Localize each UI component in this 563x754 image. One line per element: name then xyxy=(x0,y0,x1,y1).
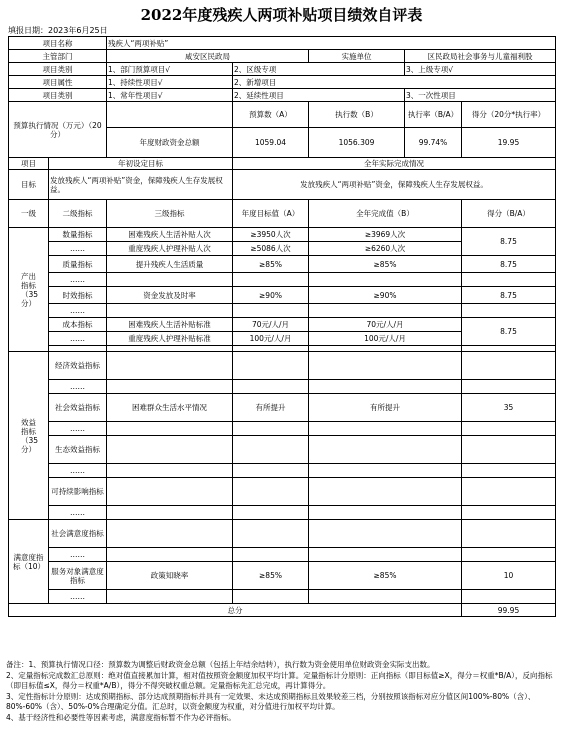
indicator-actual: ≥85% xyxy=(309,256,462,273)
ecology-indicator: 生态效益指标 xyxy=(49,436,107,464)
satisfaction-indicator-label: 满意度指标（10） xyxy=(9,520,49,604)
timeliness-indicator: 时效指标 xyxy=(49,287,107,304)
note-4: 4、基于经济性和必要性等因素考虑，满意度指标暂不作为必评指标。 xyxy=(6,713,236,722)
indicator-target: 70元/人/月 xyxy=(233,318,309,332)
indicator-target: ≥5086人次 xyxy=(233,242,309,256)
service-satisfaction-indicator: 服务对象满意度指标 xyxy=(49,562,107,590)
ellipsis: …… xyxy=(49,273,107,287)
indicator-target: ≥85% xyxy=(233,256,309,273)
category-option: 1、部门预算项目√ xyxy=(107,63,233,76)
total-label: 总分 xyxy=(9,604,462,617)
indicator-target: 有所提升 xyxy=(233,394,309,422)
unit-label: 实施单位 xyxy=(309,50,405,63)
unit-value: 区民政局社会事务与儿童福利股 xyxy=(405,50,556,63)
indicator-name: 困难群众生活水平情况 xyxy=(107,394,233,422)
indicator-name: 提升残疾人生活质量 xyxy=(107,256,233,273)
goal-actual: 发放残疾人“两项补贴”资金，保障残疾人生存发展权益。 xyxy=(233,170,556,200)
ellipsis: …… xyxy=(49,304,107,318)
output-indicator-label: 产出指标（35分） xyxy=(9,228,49,352)
type-option: 2、延续性项目 xyxy=(233,89,405,102)
indicator-score: 35 xyxy=(462,394,556,422)
quality-indicator: 质量指标 xyxy=(49,256,107,273)
note-2: 2、定量指标完成数汇总原则：绝对值直接累加计算，相对值按照资金额度加权平均计算。定量指标计分原则：正向指标（即目标值≥X，得分＝权重*B/A），反向指标（即目标值≤X，得分＝权重*A/B），得分不得突破权重总额。定量指标先汇总完成，再计算得分。 xyxy=(6,671,553,690)
indicator-actual: ≥90% xyxy=(309,287,462,304)
notes xyxy=(6,660,556,724)
total-score: 99.95 xyxy=(462,604,556,617)
indicator-actual: 70元/人/月 xyxy=(309,318,462,332)
social-satisfaction-indicator: 社会满意度指标 xyxy=(49,520,107,548)
budget-header: 预算数（A） xyxy=(233,102,309,128)
header-level2: 二级指标 xyxy=(49,200,107,228)
indicator-score: 8.75 xyxy=(462,318,556,346)
indicator-actual: 100元/人/月 xyxy=(309,332,462,346)
project-name-label: 项目名称 xyxy=(9,37,107,50)
attribute-option: 2、新增项目 xyxy=(233,76,556,89)
ellipsis: …… xyxy=(49,242,107,256)
header-score: 得分（B/A） xyxy=(462,200,556,228)
goal-plan-header: 年初设定目标 xyxy=(49,158,233,170)
rate-header: 执行率（B/A） xyxy=(405,102,462,128)
indicator-actual: ≥3969人次 xyxy=(309,228,462,242)
fund-total-label: 年度财政资金总额 xyxy=(107,128,233,158)
page-title: 2022年度残疾人两项补贴项目绩效自评表 xyxy=(140,6,423,24)
ellipsis: …… xyxy=(49,464,107,478)
indicator-name: 重度残疾人护理补贴标准 xyxy=(107,332,233,346)
header-target: 年度目标值（A） xyxy=(233,200,309,228)
benefit-indicator-label: 效益指标（35分） xyxy=(9,352,49,520)
exec-value: 1056.309 xyxy=(309,128,405,158)
indicator-target: 100元/人/月 xyxy=(233,332,309,346)
fill-date: 填报日期：2023年6月25日 xyxy=(8,26,108,35)
dept-label: 主管部门 xyxy=(9,50,107,63)
indicator-score: 8.75 xyxy=(462,228,556,256)
type-label: 项目类别 xyxy=(9,89,107,102)
project-name: 残疾人“两项补贴” xyxy=(107,37,556,50)
self-evaluation-table xyxy=(8,36,556,617)
economic-indicator: 经济效益指标 xyxy=(49,352,107,380)
budget-value: 1059.04 xyxy=(233,128,309,158)
ellipsis: …… xyxy=(49,332,107,346)
note-1: 备注：1、预算执行情况口径：预算数为调整后财政资金总额（包括上年结余结转），执行数为资金使用单位财政资金实际支出数。 xyxy=(6,660,435,669)
indicator-name: 困难残疾人生活补贴人次 xyxy=(107,228,233,242)
indicator-name: 资金发放及时率 xyxy=(107,287,233,304)
indicator-score: 8.75 xyxy=(462,256,556,273)
exec-header: 执行数（B） xyxy=(309,102,405,128)
attribute-label: 项目属性 xyxy=(9,76,107,89)
type-option: 1、常年性项目√ xyxy=(107,89,233,102)
indicator-actual: ≥6260人次 xyxy=(309,242,462,256)
category-label: 项目类别 xyxy=(9,63,107,76)
header-level3: 三级指标 xyxy=(107,200,233,228)
indicator-name: 重度残疾人护理补贴人次 xyxy=(107,242,233,256)
attribute-option: 1、持续性项目√ xyxy=(107,76,233,89)
category-option: 2、区级专项 xyxy=(233,63,405,76)
ellipsis: …… xyxy=(49,506,107,520)
header-level1: 一级 xyxy=(9,200,49,228)
goal-plan: 发放残疾人“两项补贴”资金，保障残疾人生存发展权益。 xyxy=(49,170,233,200)
quantity-indicator: 数量指标 xyxy=(49,228,107,242)
rate-value: 99.74% xyxy=(405,128,462,158)
indicator-score: 10 xyxy=(462,562,556,590)
dept-value: 咸安区民政局 xyxy=(107,50,309,63)
goal-row-label: 目标 xyxy=(9,170,49,200)
social-indicator: 社会效益指标 xyxy=(49,394,107,422)
goal-actual-header: 全年实际完成情况 xyxy=(233,158,556,170)
sustainability-indicator: 可持续影响指标 xyxy=(49,478,107,506)
indicator-name: 困难残疾人生活补贴标准 xyxy=(107,318,233,332)
goal-col-label: 项目 xyxy=(9,158,49,170)
score-header: 得分（20分*执行率） xyxy=(462,102,556,128)
header-actual: 全年完成值（B） xyxy=(309,200,462,228)
type-option: 3、一次性项目 xyxy=(405,89,556,102)
category-option: 3、上级专项√ xyxy=(405,63,556,76)
budget-label: 预算执行情况（万元）（20分） xyxy=(9,102,107,158)
indicator-actual: 有所提升 xyxy=(309,394,462,422)
indicator-score: 8.75 xyxy=(462,287,556,304)
note-3: 3、定性指标计分原则：达成预期指标、部分达成预期指标并具有一定效果、未达成预期指标且效果较差三档，分别按照该指标对应分值区间100%-80%（含）、80%-60%（含）、50%-0%合理确定分值。汇总时，以资金额度为权重，对分值进行加权平均计算。 xyxy=(6,692,536,711)
ellipsis: …… xyxy=(49,548,107,562)
ellipsis: …… xyxy=(49,380,107,394)
ellipsis: …… xyxy=(49,422,107,436)
cost-indicator: 成本指标 xyxy=(49,318,107,332)
ellipsis: …… xyxy=(49,590,107,604)
indicator-target: ≥90% xyxy=(233,287,309,304)
score-value: 19.95 xyxy=(462,128,556,158)
indicator-actual: ≥85% xyxy=(309,562,462,590)
indicator-target: ≥3950人次 xyxy=(233,228,309,242)
indicator-target: ≥85% xyxy=(233,562,309,590)
indicator-name: 政策知晓率 xyxy=(107,562,233,590)
